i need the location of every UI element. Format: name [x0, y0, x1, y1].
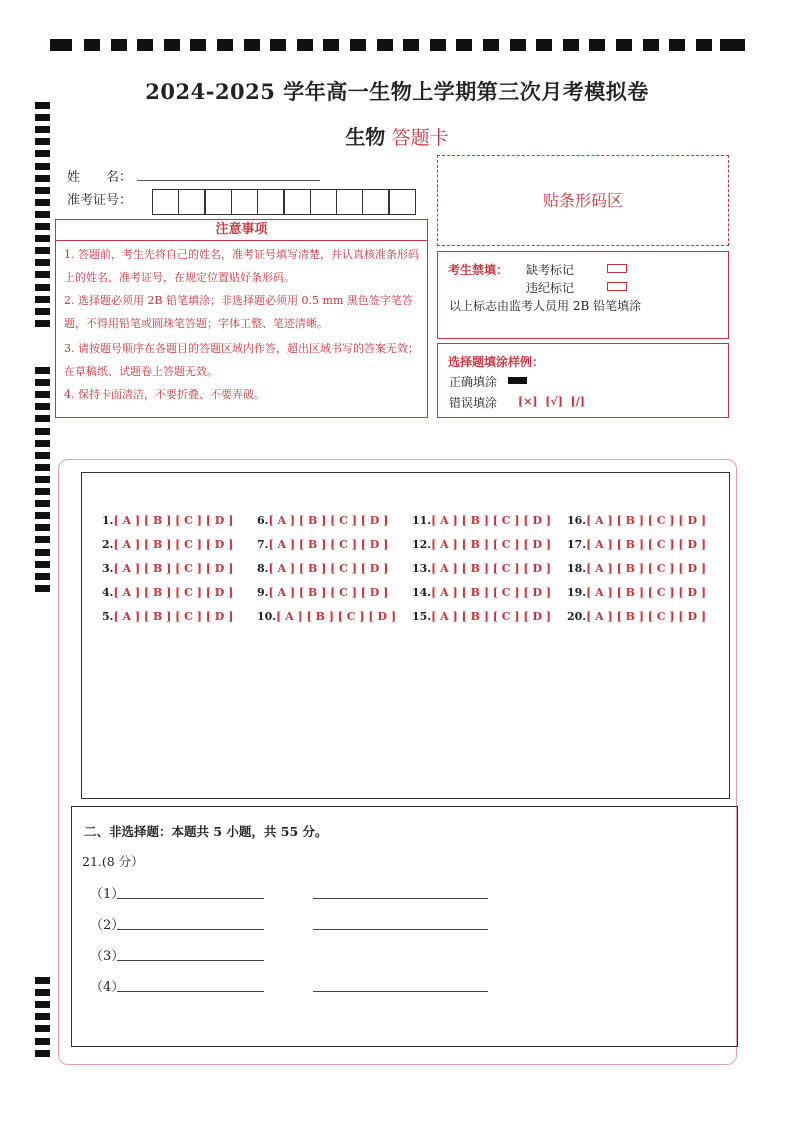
timing-mark: [35, 308, 50, 315]
choice-question-19[interactable]: [567, 586, 706, 599]
timing-mark: [563, 39, 579, 51]
q21-part-2-line-b[interactable]: [313, 929, 488, 930]
violation-label: 违纪标记: [526, 281, 575, 295]
choice-options[interactable]: [ A ] [ B ] [ C ] [ D ]: [113, 538, 234, 551]
timing-mark: [270, 39, 286, 51]
top-timing-marks: [50, 39, 745, 51]
timing-mark: [35, 585, 50, 592]
choice-question-12[interactable]: [412, 538, 551, 551]
choice-question-3[interactable]: [102, 562, 233, 575]
choice-question-2[interactable]: [102, 538, 233, 551]
timing-mark: [35, 488, 50, 495]
timing-mark: [456, 39, 472, 51]
timing-mark: [720, 39, 745, 51]
choice-question-8[interactable]: [257, 562, 388, 575]
choice-options[interactable]: [ A ] [ B ] [ C ] [ D ]: [113, 562, 234, 575]
choice-question-18[interactable]: [567, 562, 706, 575]
exam-id-digit-box[interactable]: [205, 189, 232, 215]
barcode-area: [437, 155, 729, 246]
timing-mark: [35, 476, 50, 483]
timing-mark: [35, 247, 50, 254]
non-choice-section: [71, 806, 738, 1047]
question-21-label: 21.(8 分）: [82, 854, 144, 869]
timing-mark: [403, 39, 419, 51]
timing-mark: [35, 211, 50, 218]
choice-question-7[interactable]: [257, 538, 388, 551]
choice-number: 19.: [567, 586, 587, 599]
choice-question-6[interactable]: [257, 514, 388, 527]
exam-id-label: 准考证号：: [67, 193, 133, 208]
choice-number: 14.: [412, 586, 432, 599]
choice-number: 2.: [102, 538, 114, 551]
q21-part-3-line[interactable]: [117, 960, 264, 961]
exam-id-digit-box[interactable]: [152, 189, 179, 215]
subject-label: 生物: [345, 125, 386, 149]
choice-options[interactable]: [ A ] [ B ] [ C ] [ D ]: [113, 586, 234, 599]
choice-options[interactable]: [ A ] [ B ] [ C ] [ D ]: [431, 514, 552, 527]
wrong-fill-samples: [×] [√] [/]: [518, 395, 586, 408]
exam-id-digit-box[interactable]: [178, 189, 205, 215]
choice-number: 13.: [412, 562, 432, 575]
timing-mark: [35, 284, 50, 291]
choice-question-15[interactable]: [412, 610, 551, 623]
absent-label: 缺考标记: [526, 263, 575, 277]
page-title: 2024-2025 学年高一生物上学期第三次月考模拟卷: [145, 79, 649, 104]
choice-options[interactable]: [ A ] [ B ] [ C ] [ D ]: [276, 610, 397, 623]
name-label: 姓 名：: [67, 170, 133, 185]
choice-question-1[interactable]: [102, 514, 233, 527]
choice-options[interactable]: [ A ] [ B ] [ C ] [ D ]: [113, 514, 234, 527]
choice-options[interactable]: [ A ] [ B ] [ C ] [ D ]: [586, 586, 707, 599]
timing-mark: [669, 39, 685, 51]
answer-card-label: 答题卡: [391, 127, 449, 149]
choice-number: 12.: [412, 538, 432, 551]
choice-question-16[interactable]: [567, 514, 706, 527]
violation-mark-box[interactable]: [607, 282, 627, 291]
choice-options[interactable]: [ A ] [ B ] [ C ] [ D ]: [586, 538, 707, 551]
choice-number: 9.: [257, 586, 269, 599]
timing-mark: [35, 1050, 50, 1057]
timing-mark: [35, 1038, 50, 1045]
timing-mark: [297, 39, 313, 51]
choice-question-17[interactable]: [567, 538, 706, 551]
timing-mark: [35, 150, 50, 157]
choice-number: 20.: [567, 610, 587, 623]
timing-mark: [35, 452, 50, 459]
section2-heading: 二、非选择题：本题共 5 小题，共 55 分。: [84, 824, 328, 839]
timing-mark: [35, 379, 50, 386]
q21-part-4-line-b[interactable]: [313, 991, 488, 992]
choice-options[interactable]: [ A ] [ B ] [ C ] [ D ]: [431, 538, 552, 551]
forbidden-label: 考生禁填：: [448, 263, 509, 277]
timing-mark: [35, 524, 50, 531]
timing-mark: [536, 39, 552, 51]
exam-id-digit-box[interactable]: [362, 189, 389, 215]
timing-mark: [35, 235, 50, 242]
timing-mark: [35, 199, 50, 206]
timing-mark: [35, 500, 50, 507]
timing-mark: [35, 367, 50, 374]
correct-fill-sample: [508, 377, 527, 384]
timing-mark: [483, 39, 499, 51]
choice-question-10[interactable]: [257, 610, 396, 623]
timing-mark: [510, 39, 526, 51]
exam-id-digit-box[interactable]: [231, 189, 258, 215]
choice-number: 15.: [412, 610, 432, 623]
choice-number: 17.: [567, 538, 587, 551]
timing-mark: [164, 39, 180, 51]
choice-options[interactable]: [ A ] [ B ] [ C ] [ D ]: [113, 610, 234, 623]
timing-mark: [217, 39, 233, 51]
choice-number: 11.: [412, 514, 432, 527]
timing-mark: [323, 39, 339, 51]
timing-mark: [35, 403, 50, 410]
timing-mark: [35, 512, 50, 519]
timing-mark: [589, 39, 605, 51]
timing-mark: [35, 415, 50, 422]
timing-mark: [696, 39, 712, 51]
timing-mark: [643, 39, 659, 51]
notice-item-4: 4. 保持卡面清洁，不要折叠、不要弄破。: [64, 388, 265, 401]
choice-options[interactable]: [ A ] [ B ] [ C ] [ D ]: [431, 586, 552, 599]
timing-mark: [35, 561, 50, 568]
fill-example-title: 选择题填涂样例：: [448, 355, 545, 369]
timing-mark: [244, 39, 260, 51]
q21-part-1-line-b[interactable]: [313, 898, 488, 899]
choice-number: 10.: [257, 610, 277, 623]
exam-id-digit-box[interactable]: [310, 189, 337, 215]
timing-mark: [35, 175, 50, 182]
choice-number: 3.: [102, 562, 114, 575]
choice-options[interactable]: [ A ] [ B ] [ C ] [ D ]: [268, 586, 389, 599]
notice-item-1: 1. 答题前，考生先将自己的姓名，准考证号填写清楚，并认真核准条形码上的姓名、准考证号，在规定位置贴好条形码。: [64, 248, 419, 284]
choice-options[interactable]: [ A ] [ B ] [ C ] [ D ]: [586, 514, 707, 527]
name-field[interactable]: [137, 180, 320, 181]
timing-mark: [35, 320, 50, 327]
choice-options[interactable]: [ A ] [ B ] [ C ] [ D ]: [586, 562, 707, 575]
exam-id-digit-box[interactable]: [389, 189, 416, 215]
choice-number: 7.: [257, 538, 269, 551]
notice-box: [55, 219, 428, 418]
timing-mark: [35, 464, 50, 471]
timing-mark: [35, 223, 50, 230]
choice-question-4[interactable]: [102, 586, 233, 599]
timing-mark: [35, 259, 50, 266]
notice-title: 注意事项: [56, 220, 427, 241]
q21-part-1-line-a[interactable]: [117, 898, 264, 899]
timing-mark: [35, 296, 50, 303]
choice-question-13[interactable]: [412, 562, 551, 575]
choice-question-14[interactable]: [412, 586, 551, 599]
timing-mark: [35, 391, 50, 398]
timing-mark: [35, 573, 50, 580]
choice-question-20[interactable]: [567, 610, 706, 623]
timing-mark: [35, 1013, 50, 1020]
timing-mark: [111, 39, 127, 51]
choice-options[interactable]: [ A ] [ B ] [ C ] [ D ]: [586, 610, 707, 623]
timing-mark: [35, 1001, 50, 1008]
choice-options[interactable]: [ A ] [ B ] [ C ] [ D ]: [268, 562, 389, 575]
choice-number: 8.: [257, 562, 269, 575]
q21-part-4-label: （4）: [90, 980, 125, 995]
card-subtitle: [0, 121, 794, 150]
wrong-fill-label: 错误填涂: [449, 396, 498, 410]
timing-mark: [35, 440, 50, 447]
q21-part-2-line-a[interactable]: [117, 929, 264, 930]
timing-mark: [35, 536, 50, 543]
choice-number: 18.: [567, 562, 587, 575]
timing-mark: [84, 39, 100, 51]
timing-mark: [35, 1025, 50, 1032]
correct-fill-label: 正确填涂: [449, 375, 498, 389]
timing-mark: [35, 549, 50, 556]
q21-part-4-line-a[interactable]: [117, 991, 264, 992]
timing-mark: [430, 39, 446, 51]
choice-number: 16.: [567, 514, 587, 527]
choice-question-9[interactable]: [257, 586, 388, 599]
timing-mark: [35, 187, 50, 194]
forbidden-note: 以上标志由监考人员用 2B 铅笔填涂: [449, 299, 642, 313]
absent-mark-box[interactable]: [607, 264, 627, 273]
choice-options[interactable]: [ A ] [ B ] [ C ] [ D ]: [268, 514, 389, 527]
timing-mark: [377, 39, 393, 51]
choice-options[interactable]: [ A ] [ B ] [ C ] [ D ]: [268, 538, 389, 551]
timing-mark: [35, 977, 50, 984]
choice-options[interactable]: [ A ] [ B ] [ C ] [ D ]: [431, 610, 552, 623]
left-timing-marks: [35, 102, 51, 1072]
timing-mark: [350, 39, 366, 51]
timing-mark: [616, 39, 632, 51]
choice-number: 1.: [102, 514, 114, 527]
fill-example-box: [437, 343, 729, 418]
timing-mark: [35, 271, 50, 278]
notice-item-3: 3. 请按题号顺序在各题目的答题区域内作答，超出区域书写的答案无效；在草稿纸、试题卷上答题无效。: [64, 342, 419, 378]
timing-mark: [35, 428, 50, 435]
timing-mark: [50, 39, 72, 51]
choice-question-5[interactable]: [102, 610, 233, 623]
exam-id-digit-box[interactable]: [257, 189, 284, 215]
forbidden-box: [437, 251, 729, 339]
q21-part-1-label: （1）: [90, 887, 125, 902]
exam-id-digit-box[interactable]: [284, 189, 311, 215]
q21-part-2-label: （2）: [90, 918, 125, 933]
choice-question-11[interactable]: [412, 514, 551, 527]
timing-mark: [190, 39, 206, 51]
exam-id-digit-box[interactable]: [336, 189, 363, 215]
barcode-label: 贴条形码区: [542, 191, 623, 210]
timing-mark: [35, 163, 50, 170]
choice-number: 5.: [102, 610, 114, 623]
q21-part-3-label: （3）: [90, 949, 125, 964]
notice-item-2: 2. 选择题必须用 2B 铅笔填涂；非选择题必须用 0.5 mm 黑色签字笔答题，不得用铅笔或圆珠笔答题；字体工整、笔迹清晰。: [64, 294, 413, 330]
choice-options[interactable]: [ A ] [ B ] [ C ] [ D ]: [431, 562, 552, 575]
timing-mark: [137, 39, 153, 51]
choice-number: 6.: [257, 514, 269, 527]
choice-number: 4.: [102, 586, 114, 599]
timing-mark: [35, 989, 50, 996]
